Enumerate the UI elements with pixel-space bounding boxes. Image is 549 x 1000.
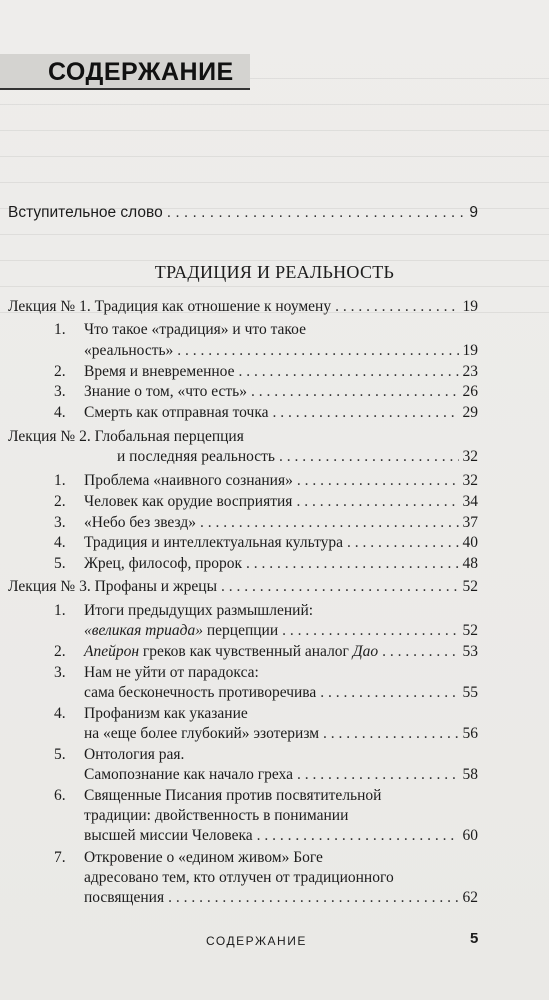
- toc-item-text: на «еще более глубокий» эзотеризм: [84, 725, 320, 742]
- toc-page-number: 32: [462, 448, 478, 465]
- leader-dots: [221, 577, 459, 597]
- lecture-label-cont: и последняя реальность: [117, 448, 275, 465]
- item-number: 4.: [54, 404, 66, 421]
- toc-item-text: Самопознание как начало греха: [84, 766, 293, 783]
- leader-dots: [246, 554, 458, 574]
- toc-item-text: традиции: двойственность в понимании: [84, 807, 349, 824]
- toc-page-number: 55: [462, 684, 478, 701]
- item-number: 2.: [54, 363, 66, 380]
- item-number: 1.: [54, 321, 66, 338]
- toc-item-text: [84, 621, 278, 641]
- toc-item-3-6: [84, 826, 478, 846]
- toc-item-2-3: [84, 513, 478, 533]
- toc-page-number: 52: [462, 622, 478, 639]
- leader-dots: [320, 683, 458, 703]
- lecture-label: Лекция № 1. Традиция как отношение к ноумену: [8, 298, 332, 315]
- leader-dots: [257, 826, 459, 846]
- toc-item-1-4: [84, 403, 478, 423]
- toc-item-1-3: [84, 382, 478, 402]
- toc-page-number: 48: [462, 555, 478, 572]
- toc-item-text: Смерть как отправная точка: [84, 404, 269, 421]
- leader-dots: [168, 888, 458, 908]
- leader-dots: [167, 203, 466, 223]
- toc-item-text: «реальность»: [84, 342, 174, 359]
- toc-page-number: 19: [462, 298, 478, 315]
- running-footer: СОДЕРЖАНИЕ: [206, 934, 307, 948]
- toc-item-3-1: [84, 621, 478, 641]
- page-number: 5: [470, 930, 479, 947]
- toc-item-text: высшей миссии Человека: [84, 827, 253, 844]
- toc-item-3-5: [84, 765, 478, 785]
- item-number: 2.: [54, 493, 66, 510]
- toc-item-text: сама бесконечность противоречива: [84, 684, 317, 701]
- item-number: 5.: [54, 746, 66, 763]
- toc-item-text: Откровение о «едином живом» Боге: [84, 849, 323, 866]
- toc-item-text: посвящения: [84, 889, 165, 906]
- item-number: 3.: [54, 383, 66, 400]
- toc-item-3-2: [84, 642, 478, 662]
- title-underline: [0, 88, 250, 90]
- toc-item-text: Профанизм как указание: [84, 705, 248, 722]
- leader-dots: [347, 533, 458, 553]
- toc-item-text-rest: греков как чувственный аналог: [139, 643, 353, 660]
- leader-dots: [382, 642, 458, 662]
- toc-page-number: 37: [462, 514, 478, 531]
- emphasis: «великая триада»: [84, 622, 203, 639]
- toc-page-number: 29: [462, 404, 478, 421]
- toc-item-text-rest: перцепции: [202, 622, 279, 639]
- toc-item-2-1: [84, 471, 478, 491]
- item-number: 1.: [54, 472, 66, 489]
- toc-item-text: «Небо без звезд»: [84, 514, 196, 531]
- toc-item-text: Нам не уйти от парадокса:: [84, 664, 259, 681]
- item-number: 4.: [54, 534, 66, 551]
- toc-item-2-4: [84, 533, 478, 553]
- item-number: 5.: [54, 555, 66, 572]
- toc-item-2-2: [84, 492, 478, 512]
- toc-page-number: 34: [462, 493, 478, 510]
- toc-item-2-5: [84, 554, 478, 574]
- leader-dots: [323, 724, 458, 744]
- toc-item-text: Жрец, философ, пророк: [84, 555, 243, 572]
- toc-item-text: Что такое «традиция» и что такое: [84, 321, 306, 338]
- leader-dots: [335, 297, 458, 317]
- toc-item-3-4: [84, 724, 478, 744]
- toc-lecture-1: [8, 297, 478, 317]
- page-title: СОДЕРЖАНИЕ: [48, 58, 234, 86]
- toc-item-text: Итоги предыдущих размышлений:: [84, 602, 314, 619]
- section-heading: ТРАДИЦИЯ И РЕАЛЬНОСТЬ: [154, 262, 395, 282]
- toc-entry-label: Вступительное слово: [8, 204, 163, 221]
- toc-item-text: Онтология рая.: [84, 746, 185, 763]
- leader-dots: [296, 492, 458, 512]
- toc-item-text: [84, 642, 378, 662]
- item-number: 3.: [54, 514, 66, 531]
- toc-item-text: Знание о том, «что есть»: [84, 383, 247, 400]
- toc-page-number: 40: [462, 534, 478, 551]
- toc-item-text: Традиция и интеллектуальная культура: [84, 534, 344, 551]
- toc-page-number: 23: [462, 363, 478, 380]
- leader-dots: [273, 403, 459, 423]
- toc-page-number: 56: [462, 725, 478, 742]
- emphasis: Апейрон: [84, 643, 140, 660]
- toc-page-number: 26: [462, 383, 478, 400]
- item-number: 4.: [54, 705, 66, 722]
- toc-page-number: 58: [462, 766, 478, 783]
- item-number: 6.: [54, 787, 66, 804]
- toc-page-number: 9: [469, 204, 478, 221]
- leader-dots: [282, 621, 458, 641]
- toc-item-1-2: [84, 362, 478, 382]
- item-number: 7.: [54, 849, 66, 866]
- leader-dots: [251, 382, 459, 402]
- leader-dots: [297, 471, 459, 491]
- toc-page-number: 52: [462, 578, 478, 595]
- lecture-label: Лекция № 3. Профаны и жрецы: [8, 578, 217, 595]
- toc-item-text: Проблема «наивного сознания»: [84, 472, 293, 489]
- toc-page-number: 53: [462, 643, 478, 660]
- toc-page-number: 32: [462, 472, 478, 489]
- leader-dots: [177, 341, 458, 361]
- toc-item-3-3: [84, 683, 478, 703]
- item-number: 2.: [54, 643, 66, 660]
- toc-page-number: 62: [462, 889, 478, 906]
- toc-page-number: 60: [462, 827, 478, 844]
- emphasis: Дао: [352, 643, 379, 660]
- leader-dots: [239, 362, 459, 382]
- toc-lecture-3: [8, 577, 478, 597]
- leader-dots: [279, 447, 459, 467]
- item-number: 1.: [54, 602, 66, 619]
- toc-item-text: адресовано тем, кто отлучен от традиционного: [84, 869, 394, 886]
- toc-lecture-2: [117, 447, 478, 467]
- toc-page-number: 19: [462, 342, 478, 359]
- toc-item-text: Время и вневременное: [84, 363, 235, 380]
- leader-dots: [200, 513, 459, 533]
- toc-item-text: Человек как орудие восприятия: [84, 493, 293, 510]
- leader-dots: [297, 765, 459, 785]
- item-number: 3.: [54, 664, 66, 681]
- lecture-label: Лекция № 2. Глобальная перцепция: [8, 428, 244, 445]
- toc-item-1-1: [84, 341, 478, 361]
- toc-item-text: Священные Писания против посвятительной: [84, 787, 382, 804]
- toc-item-3-7: [84, 888, 478, 908]
- toc-entry-intro: [8, 203, 478, 223]
